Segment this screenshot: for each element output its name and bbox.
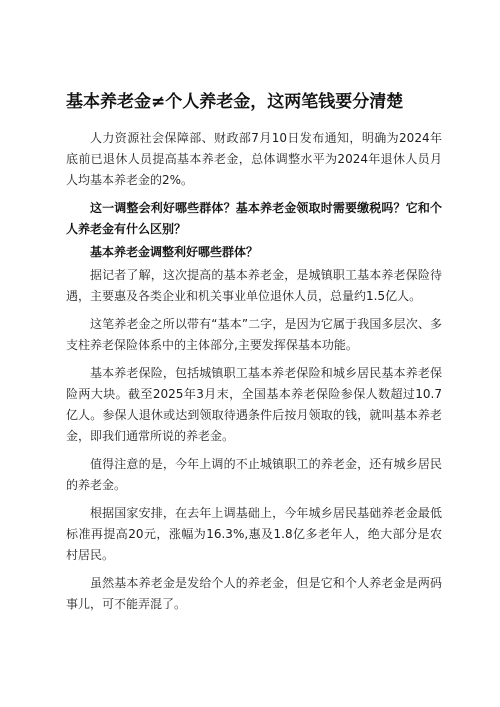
section-heading: 基本养老金调整利好哪些群体？ (90, 245, 259, 259)
paragraph-insurance-types: 基本养老保险，包括城镇职工基本养老保险和城乡居民基本养老保险两大块。截至2025年3月末，全国基本养老保险参保人数超过10.7亿人。参保人退休或达到领取待遇条件后按月领取的钱，就叫基本养老金，即我们通常所说的养老金。 (66, 366, 442, 443)
paragraph-intro: 人力资源社会保障部、财政部7月10日发布通知，明确为2024年底前已退休人员提高基本养老金，总体调整水平为2024年退休人员月人均基本养老金的2%。 (66, 131, 442, 187)
paragraph-basic-meaning: 这笔养老金之所以带有“基本”二字，是因为它属于我国多层次、多支柱养老保险体系中的主体部分,主要发挥保基本功能。 (66, 317, 442, 352)
article-body (66, 128, 442, 622)
paragraph-beneficiaries: 据记者了解，这次提高的基本养老金，是城镇职工基本养老保险待遇，主要惠及各类企业和机关事业单位退休人员，总量约1.5亿人。 (66, 268, 442, 303)
paragraph-difference: 虽然基本养老金是发给个人的养老金，但是它和个人养老金是两码事儿，可不能弄混了。 (66, 576, 442, 611)
paragraph-rural-note: 值得注意的是，今年上调的不止城镇职工的养老金，还有城乡居民的养老金。 (66, 457, 442, 492)
paragraph-questions: 这一调整会利好哪些群体？基本养老金领取时需要缴税吗？它和个人养老金有什么区别？ (66, 201, 442, 236)
article-title: 基本养老金≠个人养老金，这两笔钱要分清楚 (66, 92, 404, 112)
paragraph-rural-increase: 根据国家安排，在去年上调基础上，今年城乡居民基础养老金最低标准再提高20元，涨幅为16.3%,惠及1.8亿多老年人，绝大部分是农村居民。 (66, 506, 442, 562)
